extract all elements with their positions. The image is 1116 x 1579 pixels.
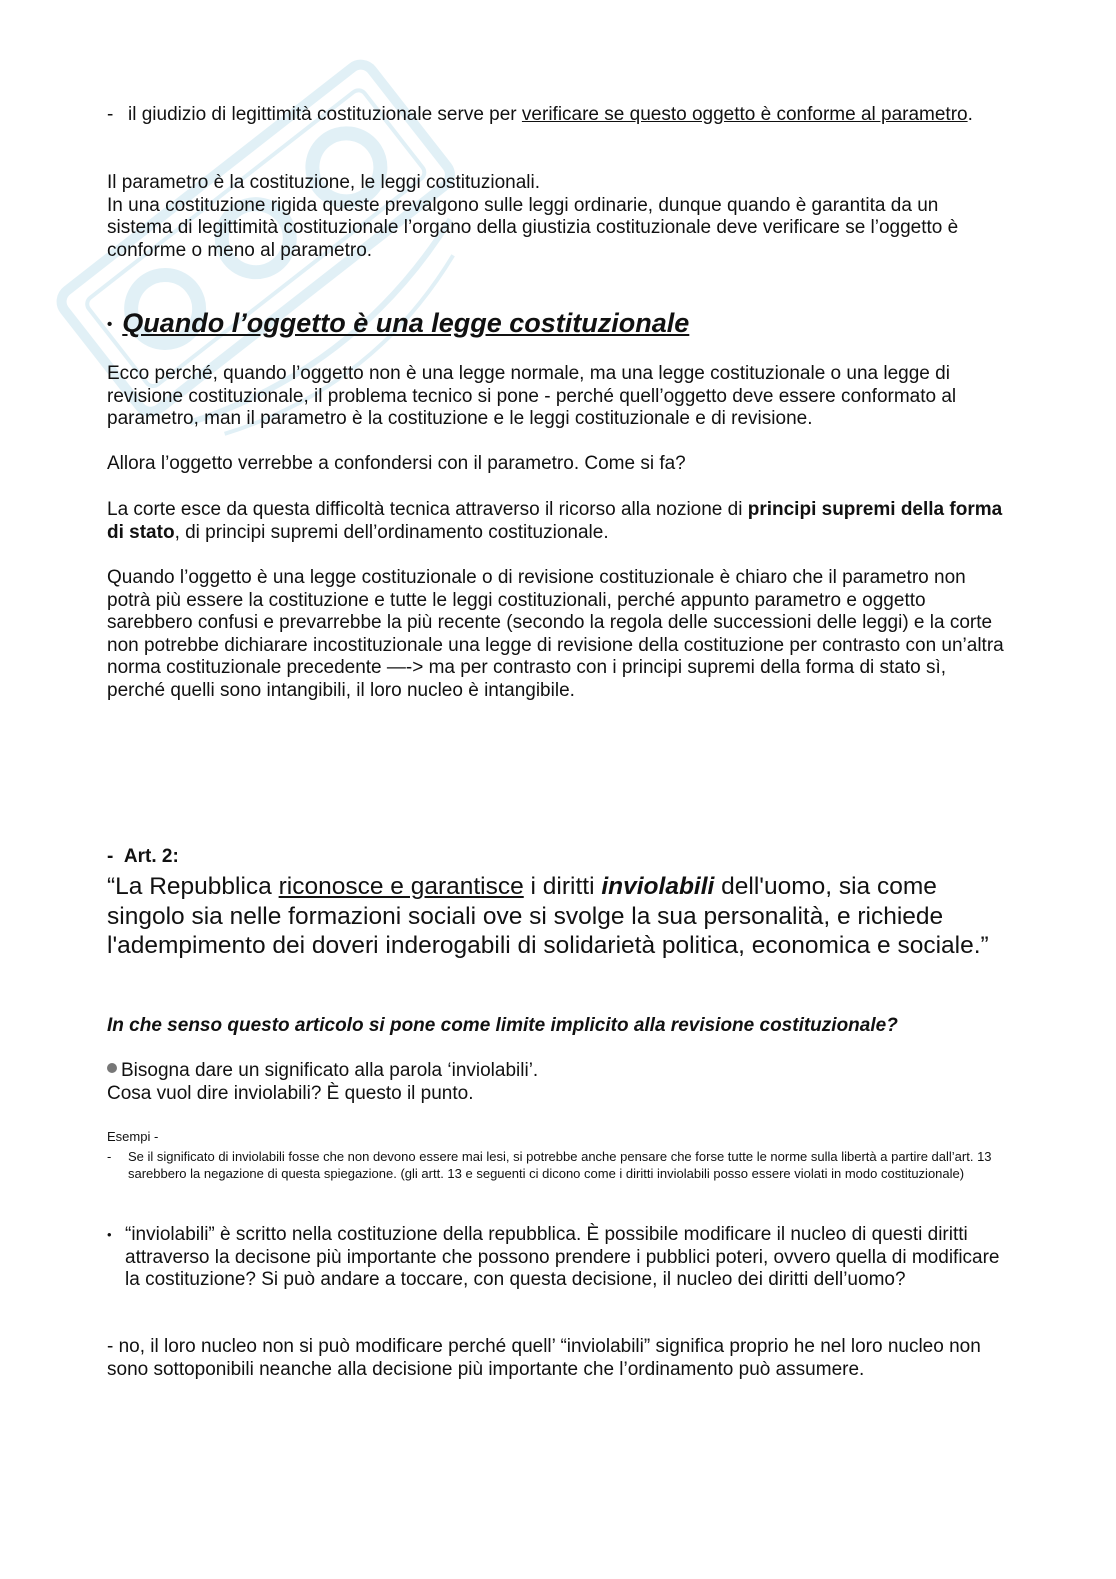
examples-head: Esempi - bbox=[107, 1129, 159, 1144]
para-allora: Allora l’oggetto verrebbe a confondersi con il parametro. Come si fa? bbox=[107, 453, 686, 474]
quote-rest: dell'uomo, sia come singolo sia nelle formazioni sociali ove si svolge la sua personalità, e richiede l'adempimento dei doveri inderogabili di solidarietà politica, economica e sociale.” bbox=[107, 873, 989, 959]
bullet-item bbox=[107, 1224, 1012, 1292]
para-corte bbox=[107, 499, 1007, 544]
intro-suffix: . bbox=[967, 104, 973, 125]
para-quando: Quando l’oggetto è una legge costituzionale o di revisione costituzionale è chiaro che il parametro non potrà più essere la costituzione e tutte le leggi costituzionali, perché appunto parametro e oggetto sarebbero confusi e prevarrebbe la più recente (secondo la regola delle successioni delle leggi) e la corte non potrebbe dichiarare incostituzionale una legge di revisione della costituzione per contrasto con un’altra norma costituzionale precedente —-> ma per contrasto con i principi supremi della forma di stato sì, perché quelli sono intangibili, il loro nucleo è intangibile. bbox=[107, 567, 1004, 701]
note-line2: Cosa vuol dire inviolabili? È questo il punto. bbox=[107, 1082, 474, 1104]
examples-marker: - bbox=[107, 1149, 112, 1164]
intro-item bbox=[107, 104, 987, 127]
corte-bold: principi supremi della forma di stato bbox=[107, 499, 1003, 543]
note-line1: Bisogna dare un significato alla parola ‘inviolabili’. bbox=[121, 1060, 539, 1081]
examples-text: Se il significato di inviolabili fosse che non devono essere mai lesi, si potrebbe anche pensare che forse tutte le norme sulla libertà a partire dall’art. 13 sarebbero la negazione di questa spiegazione. (gli artt. 13 e seguenti ci dicono come i diritti inviolabili posso essere violati in modo costituzionale) bbox=[128, 1149, 992, 1181]
heading-text: Quando l’oggetto è una legge costituzionale bbox=[122, 308, 690, 338]
article-quote bbox=[107, 872, 1017, 961]
intro-underlined: verificare se questo oggetto è conforme al parametro bbox=[521, 104, 968, 125]
bullet-marker: • bbox=[107, 1227, 112, 1242]
quote-bold-italic: inviolabili bbox=[601, 873, 715, 900]
dash-marker: - bbox=[107, 104, 114, 125]
quote-open: “La Repubblica bbox=[107, 873, 279, 900]
bullet-text: “inviolabili” è scritto nella costituzione della repubblica. È possibile modificare il nucleo di questi diritti attraverso la decisone più importante che possono prendere i pubblici poteri, ovvero quella di modificare la costituzione? Si può andare a toccare, con questa decisione, il nucleo dei diritti dell’uomo? bbox=[125, 1224, 1000, 1291]
article-label bbox=[107, 846, 179, 868]
inviolabili-note bbox=[107, 1060, 1007, 1105]
grey-dot-icon bbox=[107, 1063, 117, 1073]
para-parametro bbox=[107, 172, 1007, 262]
examples-item bbox=[107, 1148, 1007, 1182]
article-marker: - bbox=[107, 846, 114, 867]
question-text: In che senso questo articolo si pone come limite implicito alla revisione costituzionale? bbox=[107, 1015, 898, 1036]
conclusion: - no, il loro nucleo non si può modificare perché quell’ “inviolabili” significa proprio he nel loro nucleo non sono sottoponibili neanche alla decisione più importante che l’ordinamento può assumere. bbox=[107, 1336, 981, 1380]
corte-prefix: La corte esce da questa difficoltà tecnica attraverso il ricorso alla nozione di bbox=[107, 499, 748, 520]
heading-bullet: • bbox=[107, 316, 113, 334]
parametro-line1: Il parametro è la costituzione, le leggi costituzionali. bbox=[107, 172, 541, 193]
intro-prefix: il giudizio di legittimità costituzionale serve per bbox=[128, 104, 522, 125]
section-heading bbox=[107, 308, 689, 339]
article-label-text: Art. 2: bbox=[123, 846, 179, 867]
quote-mid: i diritti bbox=[523, 873, 602, 900]
parametro-body: In una costituzione rigida queste prevalgono sulle leggi ordinarie, dunque quando è garantita da un sistema di legittimità costituzionale l’organo della giustizia costituzionale deve verificare se l’oggetto è conforme o meno al parametro. bbox=[107, 194, 959, 261]
quote-underlined: riconosce e garantisce bbox=[278, 873, 524, 900]
corte-suffix: , di principi supremi dell’ordinamento costituzionale. bbox=[174, 521, 609, 543]
para-ecco: Ecco perché, quando l’oggetto non è una legge normale, ma una legge costituzionale o una legge di revisione costituzionale, il problema tecnico si pone - perché quell’oggetto deve essere conformato al parametro, man il parametro è la costituzione e le leggi costituzionale e di revisione. bbox=[107, 363, 957, 430]
